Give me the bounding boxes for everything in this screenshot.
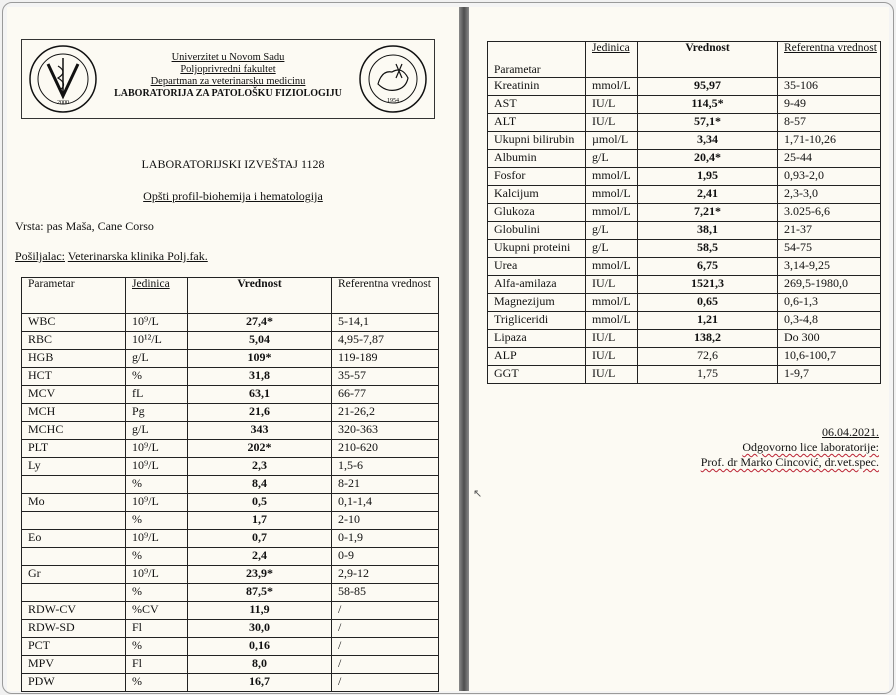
table-row <box>22 350 439 368</box>
cell-reference: 35-106 <box>778 78 881 96</box>
sender-label: Pošiljalac: <box>15 249 65 263</box>
cell-value: 95,97 <box>638 78 778 96</box>
table-row <box>488 168 881 186</box>
page-gutter <box>459 7 469 691</box>
cell-value: 38,1 <box>638 222 778 240</box>
cell-unit: mmol/L <box>586 294 638 312</box>
header-parameter: Parametar <box>488 42 586 78</box>
seal-left-year: 2000 <box>57 100 69 106</box>
cell-parameter: RDW-SD <box>22 620 126 638</box>
cell-parameter: Eo <box>22 530 126 548</box>
header-value: Vrednost <box>638 42 778 78</box>
cell-unit: IU/L <box>586 366 638 384</box>
cell-value: 11,9 <box>188 602 332 620</box>
cell-unit: Pg <box>126 404 188 422</box>
cell-reference: 58-85 <box>332 584 439 602</box>
seal-right-year: 1954 <box>387 98 399 104</box>
cell-parameter: WBC <box>22 314 126 332</box>
table-row <box>488 204 881 222</box>
cell-parameter: PDW <box>22 674 126 692</box>
cell-parameter: Trigliceridi <box>488 312 586 330</box>
cell-unit: 10⁹/L <box>126 458 188 476</box>
cell-value: 2,3 <box>188 458 332 476</box>
cell-parameter: MCHC <box>22 422 126 440</box>
university-line: Univerzitet u Novom Sadu <box>171 52 285 63</box>
cell-unit: mmol/L <box>586 168 638 186</box>
cell-parameter: GGT <box>488 366 586 384</box>
laboratory-line: LABORATORIJA ZA PATOLOŠKU FIZIOLOGIJU <box>114 88 342 99</box>
faculty-line: Poljoprivredni fakultet <box>180 64 276 75</box>
cell-parameter: MCH <box>22 404 126 422</box>
cell-parameter: Fosfor <box>488 168 586 186</box>
cell-reference: 1-9,7 <box>778 366 881 384</box>
cell-unit: g/L <box>586 150 638 168</box>
cell-reference: 5-14,1 <box>332 314 439 332</box>
cell-parameter: ALT <box>488 114 586 132</box>
cell-reference: / <box>332 620 439 638</box>
cell-unit: g/L <box>586 240 638 258</box>
cell-reference: 4,95-7,87 <box>332 332 439 350</box>
cell-value: 58,5 <box>638 240 778 258</box>
biochemistry-table <box>487 41 881 384</box>
table-row <box>22 602 439 620</box>
cell-value: 27,4* <box>188 314 332 332</box>
cell-parameter <box>22 512 126 530</box>
table-row <box>488 330 881 348</box>
cell-unit: mmol/L <box>586 204 638 222</box>
university-seal-icon <box>28 44 98 114</box>
cell-parameter: AST <box>488 96 586 114</box>
cell-unit: IU/L <box>586 114 638 132</box>
cell-value: 1,75 <box>638 366 778 384</box>
cell-parameter: Ukupni bilirubin <box>488 132 586 150</box>
cell-reference: / <box>332 674 439 692</box>
page-left <box>7 7 459 691</box>
table-row <box>22 386 439 404</box>
cell-unit: mmol/L <box>586 258 638 276</box>
cell-reference: 320-363 <box>332 422 439 440</box>
cell-unit: IU/L <box>586 330 638 348</box>
table-row <box>488 132 881 150</box>
cell-unit: % <box>126 674 188 692</box>
table-row <box>488 96 881 114</box>
species-line <box>15 219 154 234</box>
table-row <box>22 494 439 512</box>
sender-value: Veterinarska klinika Polj.fak. <box>67 249 208 263</box>
cell-parameter: RDW-CV <box>22 602 126 620</box>
cell-parameter: Mo <box>22 494 126 512</box>
cell-unit: mmol/L <box>586 78 638 96</box>
cell-value: 31,8 <box>188 368 332 386</box>
cell-parameter: Albumin <box>488 150 586 168</box>
table-row <box>488 366 881 384</box>
cell-unit: g/L <box>126 350 188 368</box>
cell-reference: / <box>332 656 439 674</box>
cell-value: 8,4 <box>188 476 332 494</box>
sender-line <box>15 249 208 264</box>
cell-parameter: Globulini <box>488 222 586 240</box>
cell-parameter: ALP <box>488 348 586 366</box>
cell-unit: mmol/L <box>586 312 638 330</box>
cell-reference: 0,6-1,3 <box>778 294 881 312</box>
cell-unit: g/L <box>586 222 638 240</box>
table-row <box>22 584 439 602</box>
institution-name <box>110 52 346 100</box>
species-label: Vrsta: <box>15 219 44 233</box>
cell-parameter: MPV <box>22 656 126 674</box>
table-row <box>488 258 881 276</box>
cell-reference: / <box>332 602 439 620</box>
cell-value: 57,1* <box>638 114 778 132</box>
table-row <box>488 150 881 168</box>
cell-unit: 10⁹/L <box>126 314 188 332</box>
cell-reference: 0,93-2,0 <box>778 168 881 186</box>
cell-unit: %CV <box>126 602 188 620</box>
cell-parameter: HGB <box>22 350 126 368</box>
cell-reference: 10,6-100,7 <box>778 348 881 366</box>
document-viewer <box>2 2 894 694</box>
table-row <box>22 422 439 440</box>
cell-unit: Fl <box>126 656 188 674</box>
cell-value: 1,21 <box>638 312 778 330</box>
mouse-cursor-icon: ↖ <box>473 488 483 500</box>
cell-value: 0,16 <box>188 638 332 656</box>
cell-reference: 21-37 <box>778 222 881 240</box>
cell-parameter: HCT <box>22 368 126 386</box>
table-row <box>488 222 881 240</box>
table-row <box>22 674 439 692</box>
table-row <box>488 78 881 96</box>
cell-value: 21,6 <box>188 404 332 422</box>
header-unit: Jedinica <box>126 278 188 314</box>
header-parameter: Parametar <box>22 278 126 314</box>
cell-value: 1,95 <box>638 168 778 186</box>
cell-parameter: Kalcijum <box>488 186 586 204</box>
table-row <box>488 312 881 330</box>
cell-parameter: Gr <box>22 566 126 584</box>
report-title: LABORATORIJSKI IZVEŠTAJ 1128 <box>141 157 325 171</box>
cell-parameter: Urea <box>488 258 586 276</box>
cell-unit: % <box>126 638 188 656</box>
table-row <box>22 332 439 350</box>
cell-unit: IU/L <box>586 348 638 366</box>
cell-unit: IU/L <box>586 276 638 294</box>
page-right <box>469 7 889 691</box>
cell-reference: 2,3-3,0 <box>778 186 881 204</box>
cell-value: 1521,3 <box>638 276 778 294</box>
cell-value: 2,41 <box>638 186 778 204</box>
table-row <box>22 476 439 494</box>
species-value: pas Maša, Cane Corso <box>46 219 154 233</box>
cell-unit: g/L <box>126 422 188 440</box>
cell-unit: 10⁹/L <box>126 566 188 584</box>
cell-value: 72,6 <box>638 348 778 366</box>
cell-unit: fL <box>126 386 188 404</box>
cell-reference: 0,1-1,4 <box>332 494 439 512</box>
table-row <box>22 638 439 656</box>
cell-value: 138,2 <box>638 330 778 348</box>
header-reference: Referentna vrednost <box>778 42 881 78</box>
cell-value: 3,34 <box>638 132 778 150</box>
cell-value: 0,5 <box>188 494 332 512</box>
cell-reference: 9-49 <box>778 96 881 114</box>
cell-reference: 0-9 <box>332 548 439 566</box>
table-row <box>22 620 439 638</box>
cell-value: 202* <box>188 440 332 458</box>
cell-reference: 8-21 <box>332 476 439 494</box>
table-row <box>488 294 881 312</box>
cell-parameter: PCT <box>22 638 126 656</box>
table-row <box>22 548 439 566</box>
signer-name: Prof. dr Marko Cincović, dr.vet.spec. <box>700 455 879 469</box>
cell-unit: % <box>126 548 188 566</box>
hematology-table <box>21 277 439 692</box>
cell-reference: 8-57 <box>778 114 881 132</box>
cell-parameter: PLT <box>22 440 126 458</box>
cell-value: 2,4 <box>188 548 332 566</box>
department-line: Departman za veterinarsku medicinu <box>150 76 306 87</box>
cell-unit: 10⁹/L <box>126 494 188 512</box>
cell-reference: 0,3-4,8 <box>778 312 881 330</box>
cell-value: 16,7 <box>188 674 332 692</box>
cell-value: 8,0 <box>188 656 332 674</box>
cell-unit: % <box>126 512 188 530</box>
cell-reference: 3,14-9,25 <box>778 258 881 276</box>
cell-value: 343 <box>188 422 332 440</box>
cell-reference: 2-10 <box>332 512 439 530</box>
report-subtitle: Opšti profil-biohemija i hematologija <box>143 189 323 203</box>
cell-reference: 1,5-6 <box>332 458 439 476</box>
table-row <box>488 276 881 294</box>
cell-reference: 119-189 <box>332 350 439 368</box>
cell-unit: IU/L <box>586 96 638 114</box>
table-row <box>488 186 881 204</box>
cell-value: 6,75 <box>638 258 778 276</box>
cell-unit: µmol/L <box>586 132 638 150</box>
cell-value: 7,21* <box>638 204 778 222</box>
cell-parameter <box>22 548 126 566</box>
cell-parameter <box>22 584 126 602</box>
table-header-row <box>488 42 881 78</box>
cell-parameter: Ly <box>22 458 126 476</box>
cell-unit: Fl <box>126 620 188 638</box>
cell-reference: 269,5-1980,0 <box>778 276 881 294</box>
cell-unit: % <box>126 584 188 602</box>
cell-value: 109* <box>188 350 332 368</box>
cell-parameter: MCV <box>22 386 126 404</box>
cell-reference: 1,71-10,26 <box>778 132 881 150</box>
table-row <box>22 566 439 584</box>
report-date: 06.04.2021. <box>822 425 879 439</box>
table-row <box>22 530 439 548</box>
table-row <box>22 404 439 422</box>
cell-parameter: Alfa-amilaza <box>488 276 586 294</box>
table-row <box>22 440 439 458</box>
cell-value: 63,1 <box>188 386 332 404</box>
cell-reference: 66-77 <box>332 386 439 404</box>
table-row <box>22 314 439 332</box>
cell-reference: / <box>332 638 439 656</box>
cell-value: 5,04 <box>188 332 332 350</box>
cell-reference: 21-26,2 <box>332 404 439 422</box>
cell-unit: % <box>126 368 188 386</box>
header-unit: Jedinica <box>586 42 638 78</box>
table-header-row <box>22 278 439 314</box>
cell-parameter <box>22 476 126 494</box>
header-reference: Referentna vrednost <box>332 278 439 314</box>
cell-value: 30,0 <box>188 620 332 638</box>
cell-reference: 0-1,9 <box>332 530 439 548</box>
cell-value: 114,5* <box>638 96 778 114</box>
signature-block <box>701 425 879 470</box>
cell-value: 23,9* <box>188 566 332 584</box>
cell-value: 1,7 <box>188 512 332 530</box>
cell-reference: Do 300 <box>778 330 881 348</box>
cell-parameter: Magnezijum <box>488 294 586 312</box>
cell-parameter: Ukupni proteini <box>488 240 586 258</box>
cell-unit: 10⁹/L <box>126 530 188 548</box>
cell-reference: 54-75 <box>778 240 881 258</box>
table-row <box>22 512 439 530</box>
cell-unit: mmol/L <box>586 186 638 204</box>
letterhead <box>21 39 435 119</box>
table-row <box>488 348 881 366</box>
table-row <box>22 458 439 476</box>
cell-parameter: Lipaza <box>488 330 586 348</box>
table-row <box>488 240 881 258</box>
cell-reference: 3.025-6,6 <box>778 204 881 222</box>
cell-value: 0,7 <box>188 530 332 548</box>
responsible-person-label: Odgovorno lice laboratorije: <box>742 440 879 454</box>
cell-value: 0,65 <box>638 294 778 312</box>
cell-value: 20,4* <box>638 150 778 168</box>
cell-unit: 10¹²/L <box>126 332 188 350</box>
table-row <box>22 656 439 674</box>
cell-reference: 2,9-12 <box>332 566 439 584</box>
cell-parameter: RBC <box>22 332 126 350</box>
table-row <box>22 368 439 386</box>
cell-parameter: Glukoza <box>488 204 586 222</box>
cell-reference: 210-620 <box>332 440 439 458</box>
cell-unit: 10⁹/L <box>126 440 188 458</box>
faculty-seal-icon <box>358 44 428 114</box>
cell-reference: 35-57 <box>332 368 439 386</box>
cell-reference: 25-44 <box>778 150 881 168</box>
cell-parameter: Kreatinin <box>488 78 586 96</box>
cell-unit: % <box>126 476 188 494</box>
header-value: Vrednost <box>188 278 332 314</box>
table-row <box>488 114 881 132</box>
cell-value: 87,5* <box>188 584 332 602</box>
